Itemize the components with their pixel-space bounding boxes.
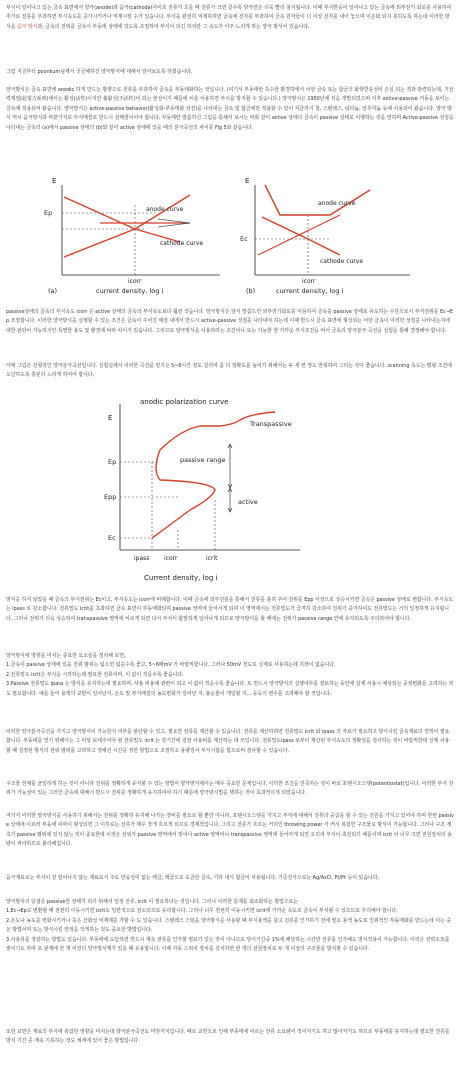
paragraph-2: 그럼 지금부터 poonkum님께서 궁금해하신 양극방식에 대해서 알아보도록 하겠습니다.	[6, 69, 193, 75]
b-cathode-curve	[262, 217, 340, 255]
a-e-label: E	[52, 177, 57, 185]
a-ep-label: Ep	[44, 209, 53, 217]
fig6-transpassive-label: Transpassive	[250, 420, 292, 428]
paragraph-7: 양극방식에 영향을 미치는 중요한 요소들을 정리해 보면, 1.금속이 passive 상태에 있을 전위 범위는 넓으면 넓을수록 좋고, 5~6배mV 가 바람직합니다. 그러나 50mV 정도로 실제로 사용하는데 지장이 없습니다. 2.전류밀도 icrit은 부식을 시작하는데 필요한 전류이며, 이 값이 적을수록 좋습니다. 3.Passive 전류밀도 ipass 는 방식을 유지하는데 필요하며, 사용 비용에 관련이 되고 이 값이 적을수록 좋습니다. 또 반드시 양극방식의 실행여부를 검토하는 동안에 실제 사용시 예상되는 공정변화를 고려하는 것도 필요합니다. 예를 들어 용액의 교반이 일어날지, 온도 및 부식매질의 농도변화가 일어날 지, 불순물이 개입할 지... 등등의 변수를 고려해야 할 것입니다.	[6, 653, 454, 697]
paragraph-8: 이러한 양극분극곡선을 가지고 양극방식이 가능한지 여부를 판단할 수 있고, 필요한 전류를 계산할 수 있습니다. 전류를 계산하려면 전류밀도 icrit 와 ipass 의 자료가 필요하고 방식시킬 금속재료의 면적이 필요합니다. 부동태를 얻기 위해서는 그 이상 보태주어야 할 전류밀도 icrit 는 장기간에 걸친 사용비를 계산하는 데 쓰입니다. 전류밀도ipass 로부터 계산된 부식속도의 정확성을 검사하는 것이 바람직한데 실제 사용할 때 설정된 방식의 전위 범위를 고려하고 정해진 시간을 정한 방법으로 조절하고 용량검사 부식시험을 함으로써 검사할 수 있습니다.	[6, 729, 450, 754]
paragraph-5: 아래 그림은 전형적인 양극분극곡선입니다. 실험실에서 이러한 곡선을 얻기는 5~6시간 정도 걸리며 좀 더 정확도를 높이기 위해서는 두 세 번 정도 반복하여 그리는 것이 좋습니다. scanning 속도는 평형 조건에 도달하도록 충분히 느리게 하여야 합니다.	[6, 363, 452, 379]
b-x-label: current density, log i	[276, 287, 344, 295]
fig6-icorr-label: icorr	[164, 555, 178, 562]
paragraph-3: 양극방식은 금속 표면에 anodic 하게 만드는 방향으로 전류를 부과하여 금속을 부동태화하는 것입니다. (여기서 부동태란 특수한 환경하에서 어떤 금속 또는 합금의 화학반응성이 손실 되는 것과 관련되는데, 기전력계열(起電力系列)에서는 활성(活性)이지만 불활성(不活性)이 되는 현상이기 때문에 이를 이용하면 부식을 방지할 수 있습니다.) 양극방식은 1950년에 처음 개발되었으며 이후 active-passive 거동을 보이는 금속에 적용되어 왔습니다. 양극방식은 active-passive behavior(활성화-부동태화 성질)을 나타내는 금속 및 합금에만 적용할 수 있어 지금까지 철, 스텐레스, 티타늄, 알루미늄 등에 사용되어 왔습니다. 양극 방식 역시 음극방식과 마찬가지로 부식매질로 반드시 전해질이어야 합니다. 부동태란 말씀하신 그림을 통해서 보시는 바와 같이 active 상태의 금속이 passive 상태로 이행하는 것을 말하며 Active-passive 성질을 나타내는 금속의 (a)에서 passive 상태의 (b)와 같이 active 상태에 있을 때의 분극곡선의 차이를 Fig 5와 같습니다.	[6, 87, 454, 131]
fig6-x-label: Current density, log i	[144, 574, 218, 582]
paragraph-13: 또한 교반은 재료의 부식에 복잡한 영향을 미치는데 양극분극곡선도 마찬가지입니다. 때로 교반으로 인해 부동태에 이르는 전류 소요량이 적어지기도 하고 많아지기도 하므로 부동태를 유지하는데 필요한 전류를 방식 기간 중 계속 기록하는 것도 체계에 있어 좋은 방법입니다.	[6, 1029, 450, 1045]
fig6-active-label: active	[238, 498, 258, 506]
fig6-curve	[152, 412, 275, 538]
fig6-ec-label: Ec	[108, 534, 116, 542]
fig6-epp-label: Epp	[104, 493, 117, 501]
b-anode-label: anode curve	[318, 200, 356, 207]
fig6-ep-label: Ep	[108, 458, 117, 466]
fig6-title: anodic polarization curve	[140, 398, 229, 406]
anodic-polarization-figure	[100, 390, 350, 590]
polarization-figure	[40, 175, 420, 305]
fig6-e-label: E	[108, 414, 113, 422]
paragraph-6: 방식을 하지 않았을 때 금속의 부식전위는 Ec이고, 부식속도는 icorr에 비례합니다. 이때 금속에 외부전원을 통해서 전류를 흘려 주어 전위를 Epp 이상으로 상승시키면 금속은 passive 상태로 변합니다. 부식속도는 ipass 로 감소합니다. 전류밀도 icrit를 초과하면 금속 표면이 부동태화되며 passive 영역에 들어서게 되며 이 영역에서는 전류밀도가 급격히 감소하여 전위가 증가하여도 전류밀도는 거의 일정하게 유지됩니다. 그러나 전위가 더욱 상승하여 transpassive 영역에 이르게 되면 다시 부식이 활발하게 일어나게 되므로 양극방식을 할 때에는 전위가 passive range 안에 유지되도록 주의하여야 합니다.	[6, 597, 454, 622]
panel-a	[44, 177, 220, 295]
a-icorr-label: icorr	[128, 278, 142, 285]
fig6-ipass-label: ipass	[134, 555, 150, 562]
a-x-label: current density, log i	[96, 287, 164, 295]
a-cathode-label: cathode curve	[160, 240, 204, 247]
a-panel-label: (a)	[48, 287, 58, 295]
paragraph-9: 구조물 전체를 균일하게 하는 것이 아니라 전위를 정확하게 유지할 수 있는 방법이 양극방식에서는 매우 중요한 문제입니다. 이러한 조건을 만족하는 것이 바로 포텐시오스탯(potentiostat)입니다. 이러한 부식 전위가 가능성이 있는 그러한 금속에 대해서 반드시 전위를 정확하게 유지하여야 하기 때문에 양극방식법을 택하는 것이 효과적이게 되었습니다.	[6, 781, 454, 797]
paragraph-10: 여기서 이러한 양극방식을 사용하기 위해서는 전위를 정확히 유지해 나가는 장비를 필요로 할 뿐만 아니라, 포텐시오스탯을 가지고 부식에 대해서 전류의 공급을 할 수 있는 전원을 가지고 있어야 하며 한번 passive 상태에 이르러 부동태 피막이 형성되면 그 이후로는 전류가 매우 작게 흐르게 되므로 경제적입니다. 그리고 전류가 흐르는 거리인 throwing power 가 커서 복잡한 구조물도 방식이 가능합니다. 그러나 구조 계측기 passive 범위에 있지 않는 것이 중요한데 이것은 전위가 passive 영역에서 벗어나 active 영역이나 transpassive 영역에 들어가게 되면 오히려 부식이 촉진되기 때문이며 icrit 이 너무 크면 전원장치의 용량이 커야하므로 불리해집니다.	[6, 813, 454, 848]
fig6-passive-range-label: passive range	[180, 456, 226, 464]
b-panel-label: (b)	[246, 287, 256, 295]
panel-b	[240, 177, 410, 295]
intro-paragraph: 부식이 일어나고 있는 금속 표면에서 양극(anode)과 음극(cathode)사이로 전류가 흐를 때 전류가 크면 클수록 양극면은 더욱 빨리 침식됩니다. 이때 부식반응이 일어나고 있는 금속에 외부전기 회로를 사용하여 추가로 전류를 부과하면 부식속도를 증가시키거나 억제시킬 수가 있습니다. 부식을 완전히 억제하려면 금속에 전자를 부과하여 금속 원자들이 더 이상 전자를 내어 놓으며 이온화 되지 못하도록 하는데 이러한 방식을 음극 방식과, 금속의 전위를 금속이 부동태 상태에 있도록 조절하여 부식이 되긴 하지만 그 속도가 아주 느리게 하는 양극 방식이 있습니다.	[6, 5, 452, 30]
a-anode-label: anode curve	[146, 206, 184, 213]
b-cathode-label: cathode curve	[320, 258, 364, 265]
intro-highlight-1: 음극 방식	[17, 23, 38, 30]
paragraph-4: passive상태의 금속의 부식속도 icorr 은 active 상태의 금속의 부식속도보다 훨씬 작습니다. 양극방식은 앞서 말씀드린 외부전기회로를 이용하여 금속을 passive 상태로 유도하는 수단으로서 부식전위를 Ec→Ep 조절합니다. 이러한 양극방식을 실행할 수 있는 조건은 금속이 주어진 매질 내에서 반드시 active-passive 성질을 나타내야 하는데 이때 반드시 금속 표면에 형성되는 어떤 금속이 이러한 성질을 나타내는지에 대한 판단이 가능하지만 특별한 용도 및 환경에 따라 차이가 있습니다. 그러므로 양극방식을 사용하려는 조건이나 또는 가능한 한 가까운 부식조건을 써서 금속의 양극분극 곡선을 실험을 통해 결정해야 합니다.	[6, 309, 453, 334]
b-icorr-label: icorr	[302, 278, 316, 285]
paragraph-12: 양극방식의 단점은 passive한 상태가 되기 위해서 일정 전류, icrit 이 필요하다는 것입니다. 그러나 이러한 문제를 최소화하는 방법으로는 1.Ec→Ep로 변환할 때 천천히 이동시키면 icrit도 일반적으로 감소되므로 유리합니다. 그러나 너무 천천히 이동시키면 icrit에 가까운 속도로 금속이 부식될 수 있으므로 주의해야 합니다. 2.온도나 농도를 변화시키거나 혹은 산화성 억제제를 가할 수 도 있습니다. 스텐레스 스틸을 양극방식을 사용할 때 부식용액을 담고 전류를 인가하기 전에 필요 용액 농도로 인위적인 부동태화를 만드는데 이는 중온 방법이며 또는 방식시킬 면적을 작게하는 것도 중요한 방법입니다. 3.사용하를 경감하는 방법도 있습니다. 부동태에 도달하면 반드시 계속 전류를 인가할 필요가 있는 것이 아니므로 방식기간중 1%에 해당하는 시간만 전류를 인가해도 방식작용이 가능합니다. 이것은 전력소모를 줄이기도 하며 또 관계에 한 개 이상의 양극방식계가 있을 때 유용합니다. 이때 자동 스위치 장치를 설치하면 한 개의 전원장치로 두 개 이상의 구조물을 방식할 수 있습니다.	[6, 899, 452, 953]
paragraph-11: 음극재료로는 부식이 잘 일어나지 않는 재료로서 주로 반응성이 없는 백금, 백금으로 도금한 금속, 기타 내식 합금이 사용됩니다. 기준전극으로는 Ag/AsCl, Pt/Pt 등이 있습니다.	[6, 875, 379, 881]
b-e-label: E	[245, 177, 250, 185]
b-ec-label: Ec	[240, 235, 248, 243]
fig6-icrit-label: icrit	[206, 555, 218, 562]
